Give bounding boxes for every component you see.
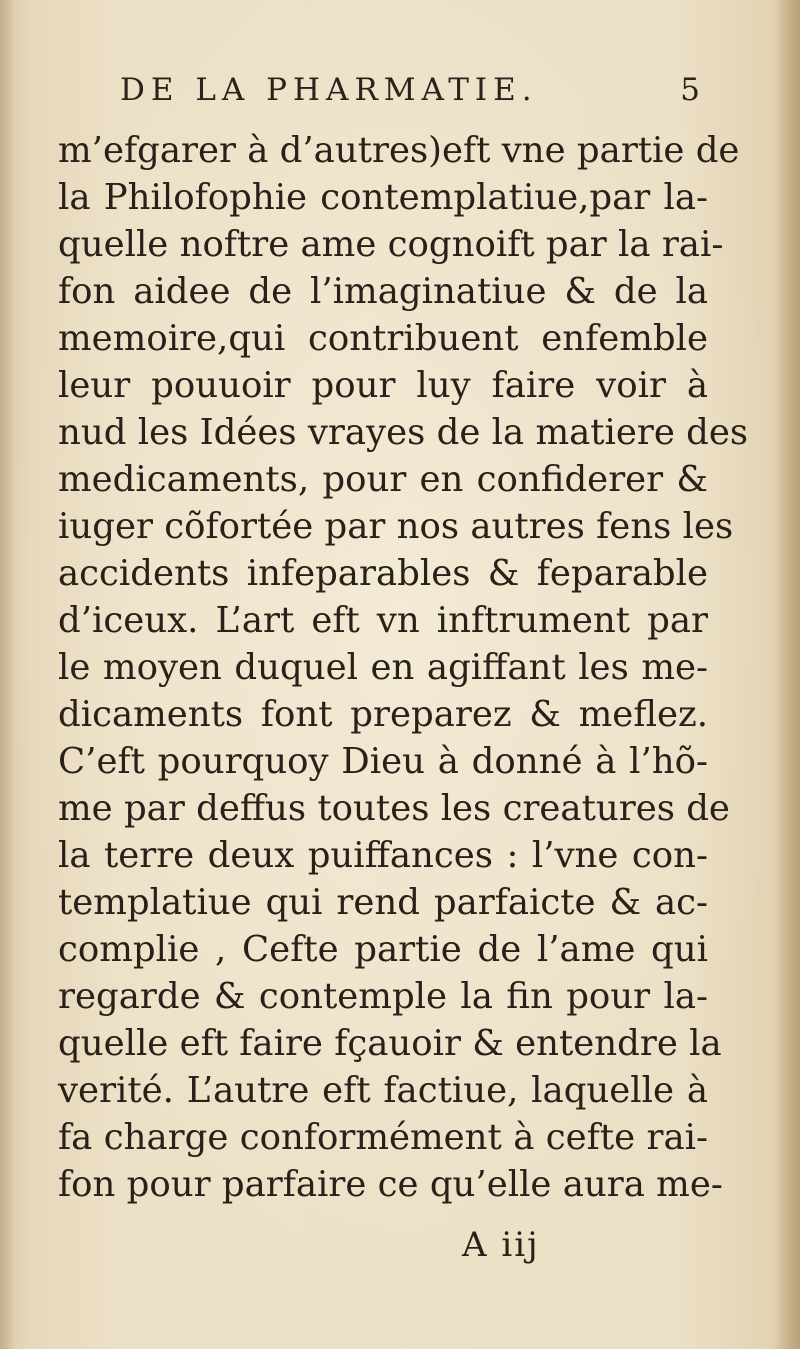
text-line: le moyen duquel en agiffant les me- xyxy=(58,647,708,688)
page-edge-shadow xyxy=(776,0,800,1349)
signature-mark: A iij xyxy=(462,1225,540,1265)
text-line: complie , Cefte partie de l’ame qui xyxy=(58,929,708,970)
text-line: dicaments font preparez & meflez. xyxy=(58,694,708,735)
text-line: fon aidee de l’imaginatiue & de la xyxy=(58,271,708,312)
text-line: me par deffus toutes les creatures de xyxy=(58,788,730,829)
text-line: nud les Idées vrayes de la matiere des xyxy=(58,412,749,453)
running-title: DE LA PHARMATIE. xyxy=(120,72,538,108)
text-line: regarde & contemple la fin pour la- xyxy=(58,976,708,1017)
page-header xyxy=(120,72,700,122)
text-line: fa charge conformément à cefte rai- xyxy=(58,1117,708,1158)
text-line: quelle noftre ame cognoift par la rai- xyxy=(58,224,724,265)
text-line: m’efgarer à d’autres)eft vne partie de xyxy=(58,130,740,171)
text-line: iuger cõfortée par nos autres fens les xyxy=(58,506,734,547)
text-line: verité. L’autre eft factiue, laquelle à xyxy=(58,1070,708,1111)
page-number: 5 xyxy=(680,72,700,108)
text-line: d’iceux. L’art eft vn inftrument par xyxy=(58,600,708,641)
text-line: leur pouuoir pour luy faire voir à xyxy=(58,365,708,406)
text-line: medicaments, pour en confiderer & xyxy=(58,459,708,500)
text-line: la Philofophie contemplatiue,par la- xyxy=(58,177,708,218)
text-line: fon pour parfaire ce qu’elle aura me- xyxy=(58,1164,723,1205)
text-line: C’eft pourquoy Dieu à donné à l’hõ- xyxy=(58,741,708,782)
text-line: memoire,qui contribuent enfemble xyxy=(58,318,708,359)
text-line: templatiue qui rend parfaicte & ac- xyxy=(58,882,708,923)
text-line: quelle eft faire fçauoir & entendre la xyxy=(58,1023,722,1064)
text-line: la terre deux puiffances : l’vne con- xyxy=(58,835,708,876)
page-gutter-shadow xyxy=(0,0,14,1349)
text-line: accidents infeparables & feparable xyxy=(58,553,708,594)
